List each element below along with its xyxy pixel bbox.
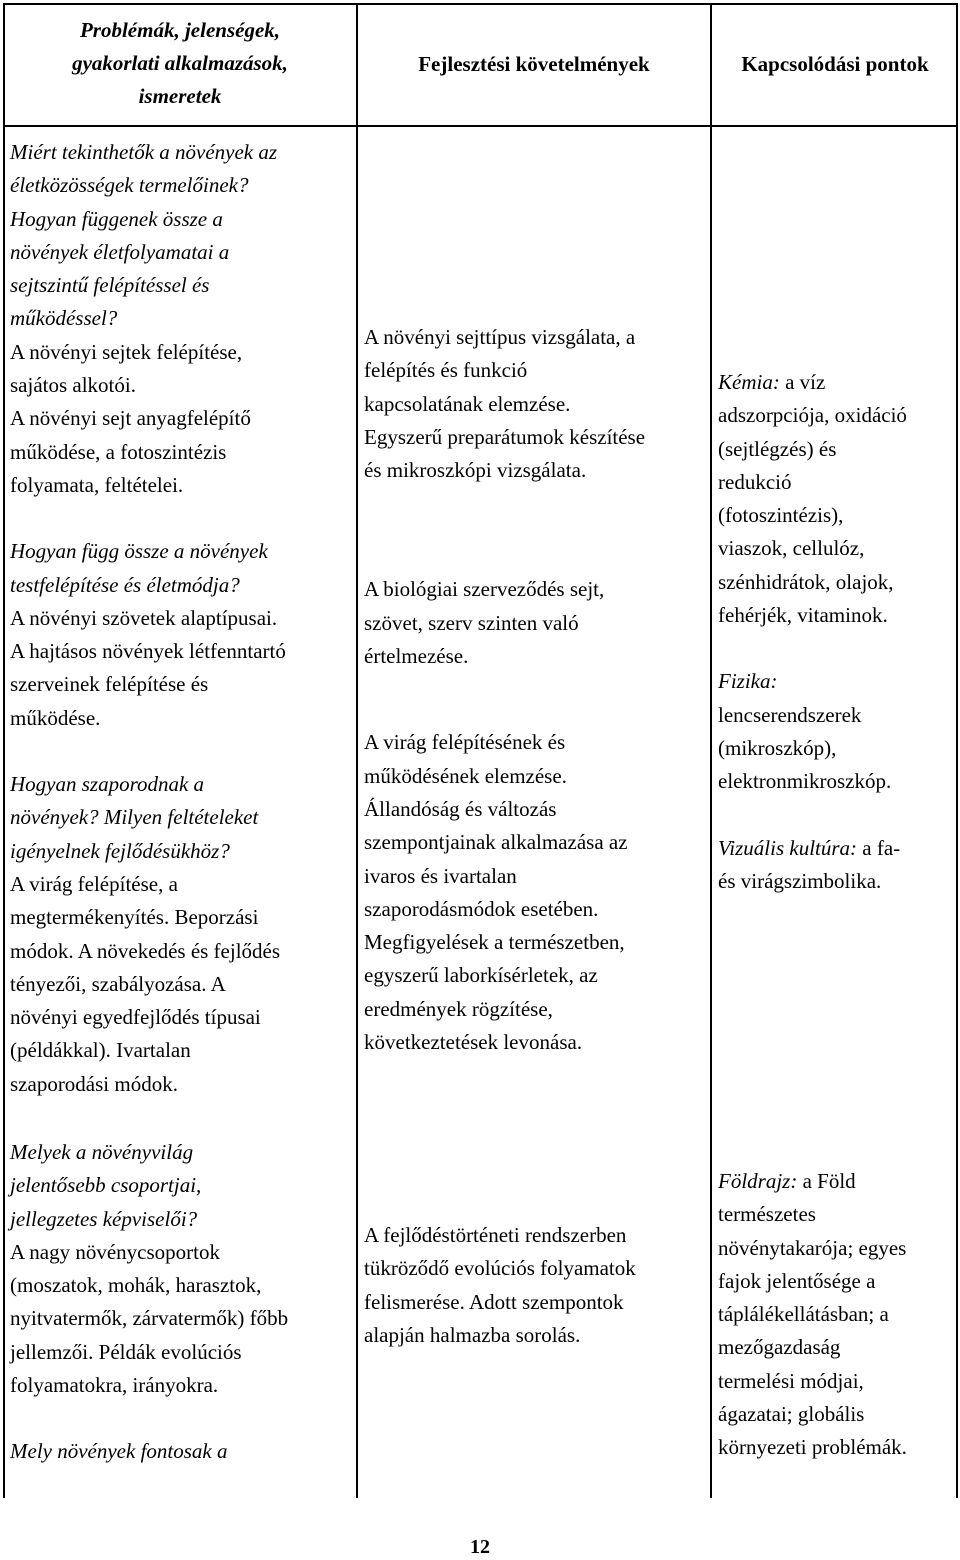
connection-line: adszorpciója, oxidáció: [718, 403, 907, 428]
question-line: jellegzetes képviselői?: [10, 1206, 198, 1231]
requirement-line: Állandóság és változás: [364, 796, 557, 821]
requirement-line: és mikroszkópi vizsgálata.: [364, 458, 587, 483]
connection-line: [718, 1165, 956, 1198]
connection-line: (mikroszkóp),: [718, 735, 837, 760]
requirement-line: kapcsolatának elemzése.: [364, 391, 571, 416]
connection-text: a Föld: [797, 1169, 856, 1193]
requirement-line: eredmények rögzítése,: [364, 996, 553, 1021]
topic-line: A növényi sejtek felépítése,: [10, 339, 243, 364]
connection-line: lencserendszerek: [718, 702, 862, 727]
topic-line: működése, a fotoszintézis: [10, 439, 227, 464]
question-line: igényelnek fejlődésükhöz?: [10, 838, 230, 863]
topic-line: (moszatok, mohák, harasztok,: [10, 1273, 262, 1298]
connection-line: és virágszimbolika.: [718, 868, 882, 893]
question-line: növények életfolyamatai a: [10, 239, 230, 264]
question-line: életközösségek termelőinek?: [10, 173, 249, 198]
column-divider-2: [710, 3, 712, 1498]
connection-line: fehérjék, vitaminok.: [718, 603, 888, 628]
row1-topics: [10, 136, 355, 1101]
requirement-line: A növényi sejttípus vizsgálata, a: [364, 325, 636, 349]
topic-line: sajátos alkotói.: [10, 373, 136, 398]
subject-label-foldrajz: Földrajz:: [718, 1169, 798, 1193]
requirement-line: ivaros és ivartalan: [364, 863, 517, 888]
question-line: Mely növények fontosak a: [10, 1439, 228, 1464]
question-line: sejtszintű felépítéssel és: [10, 273, 210, 298]
row2-requirements: [364, 1219, 709, 1352]
requirement-line: felépítés és funkció: [364, 358, 528, 383]
connection-line: (fotoszintézis),: [718, 503, 844, 528]
page-number: 12: [470, 1536, 490, 1558]
topic-line: működése.: [10, 705, 101, 730]
requirement-line: működésének elemzése.: [364, 763, 567, 788]
question-line: Hogyan függenek össze a: [10, 206, 223, 231]
connection-line: viaszok, cellulóz,: [718, 536, 865, 561]
topic-line: jellemzői. Példák evolúciós: [10, 1339, 242, 1364]
connection-line: termelési módjai,: [718, 1368, 864, 1393]
question-line: Hogyan szaporodnak a: [10, 772, 205, 797]
connection-line: táplálékellátásban; a: [718, 1302, 889, 1327]
topic-line: folyamatokra, irányokra.: [10, 1373, 219, 1398]
connection-line: redukció: [718, 469, 792, 494]
connection-line: növénytakarója; egyes: [718, 1235, 907, 1260]
row2-connections: [718, 1165, 956, 1465]
question-line: Melyek a növényvilág: [10, 1140, 194, 1164]
requirement-line: tükröződő evolúciós folyamatok: [364, 1256, 636, 1281]
header-divider: [3, 125, 958, 127]
requirement-line: következtetések levonása.: [364, 1030, 583, 1055]
topic-line: szerveinek felépítése és: [10, 672, 209, 697]
topic-line: A növényi sejt anyagfelépítő: [10, 406, 251, 431]
question-line: növények? Milyen feltételeket: [10, 805, 259, 830]
question-line: Miért tekinthetők a növények az: [10, 140, 278, 164]
topic-line: megtermékenyítés. Beporzási: [10, 905, 259, 930]
topic-line: növényi egyedfejlődés típusai: [10, 1005, 261, 1030]
header-topics: [5, 14, 355, 113]
topic-line: módok. A növekedés és fejlődés: [10, 938, 281, 963]
connection-text: a víz: [779, 370, 826, 394]
connection-line: [718, 832, 956, 865]
topic-line: (példákkal). Ivartalan: [10, 1038, 191, 1063]
question-line: jelentősebb csoportjai,: [10, 1173, 202, 1198]
column-divider-1: [356, 3, 358, 1498]
topic-line: A nagy növénycsoportok: [10, 1239, 220, 1264]
topic-line: A növényi szövetek alaptípusai.: [10, 605, 278, 630]
topic-line: tényezői, szabályozása. A: [10, 971, 226, 996]
subject-label-fizika: Fizika:: [718, 669, 778, 694]
row1-requirements: [364, 321, 709, 1059]
topic-line: nyitvatermők, zárvatermők) főbb: [10, 1306, 289, 1331]
header-topics-line: gyakorlati alkalmazások,: [72, 51, 288, 75]
connection-line: természetes: [718, 1202, 816, 1227]
requirement-line: A fejlődéstörténeti rendszerben: [364, 1223, 627, 1247]
subject-label-vizualis: Vizuális kultúra:: [718, 835, 858, 860]
requirement-line: egyszerű laborkísérletek, az: [364, 963, 598, 988]
requirement-line: Megfigyelések a természetben,: [364, 930, 625, 955]
requirement-line: alapján halmazba sorolás.: [364, 1322, 581, 1347]
requirement-line: szaporodásmódok esetében.: [364, 896, 599, 921]
question-line: működéssel?: [10, 306, 118, 331]
header-topics-line: Problémák, jelenségek,: [79, 18, 281, 42]
requirement-line: felismerése. Adott szempontok: [364, 1289, 624, 1314]
connection-line: [718, 366, 956, 399]
connection-line: (sejtlégzés) és: [718, 436, 837, 461]
requirement-line: értelmezése.: [364, 644, 469, 669]
topic-line: folyamata, feltételei.: [10, 472, 184, 497]
header-requirements: Fejlesztési követelmények: [418, 52, 650, 76]
requirement-line: szövet, szerv szinten való: [364, 610, 579, 635]
connection-line: környezeti problémák.: [718, 1435, 907, 1460]
row1-connections: [718, 366, 956, 898]
connection-line: fajok jelentősége a: [718, 1268, 876, 1293]
requirement-line: szempontjainak alkalmazása az: [364, 830, 628, 855]
question-line: Hogyan függ össze a növények: [10, 539, 268, 564]
question-line: testfelépítése és életmódja?: [10, 572, 240, 597]
connection-line: ágazatai; globális: [718, 1402, 865, 1427]
connection-line: mezőgazdaság: [718, 1335, 841, 1360]
requirement-line: A virág felépítésének és: [364, 730, 566, 755]
header-topics-line: ismeretek: [138, 84, 222, 108]
header-connections: Kapcsolódási pontok: [741, 52, 929, 76]
connection-line: szénhidrátok, olajok,: [718, 569, 894, 594]
connection-text: a fa-: [857, 835, 901, 860]
requirement-line: Egyszerű preparátumok készítése: [364, 424, 646, 449]
topic-line: A virág felépítése, a: [10, 871, 178, 896]
topic-line: A hajtásos növények létfenntartó: [10, 639, 286, 664]
connection-line: elektronmikroszkóp.: [718, 769, 892, 794]
topic-line: szaporodási módok.: [10, 1071, 178, 1096]
requirement-line: A biológiai szerveződés sejt,: [364, 577, 605, 602]
subject-label-kemia: Kémia:: [718, 370, 780, 394]
row2-topics: [10, 1136, 355, 1469]
